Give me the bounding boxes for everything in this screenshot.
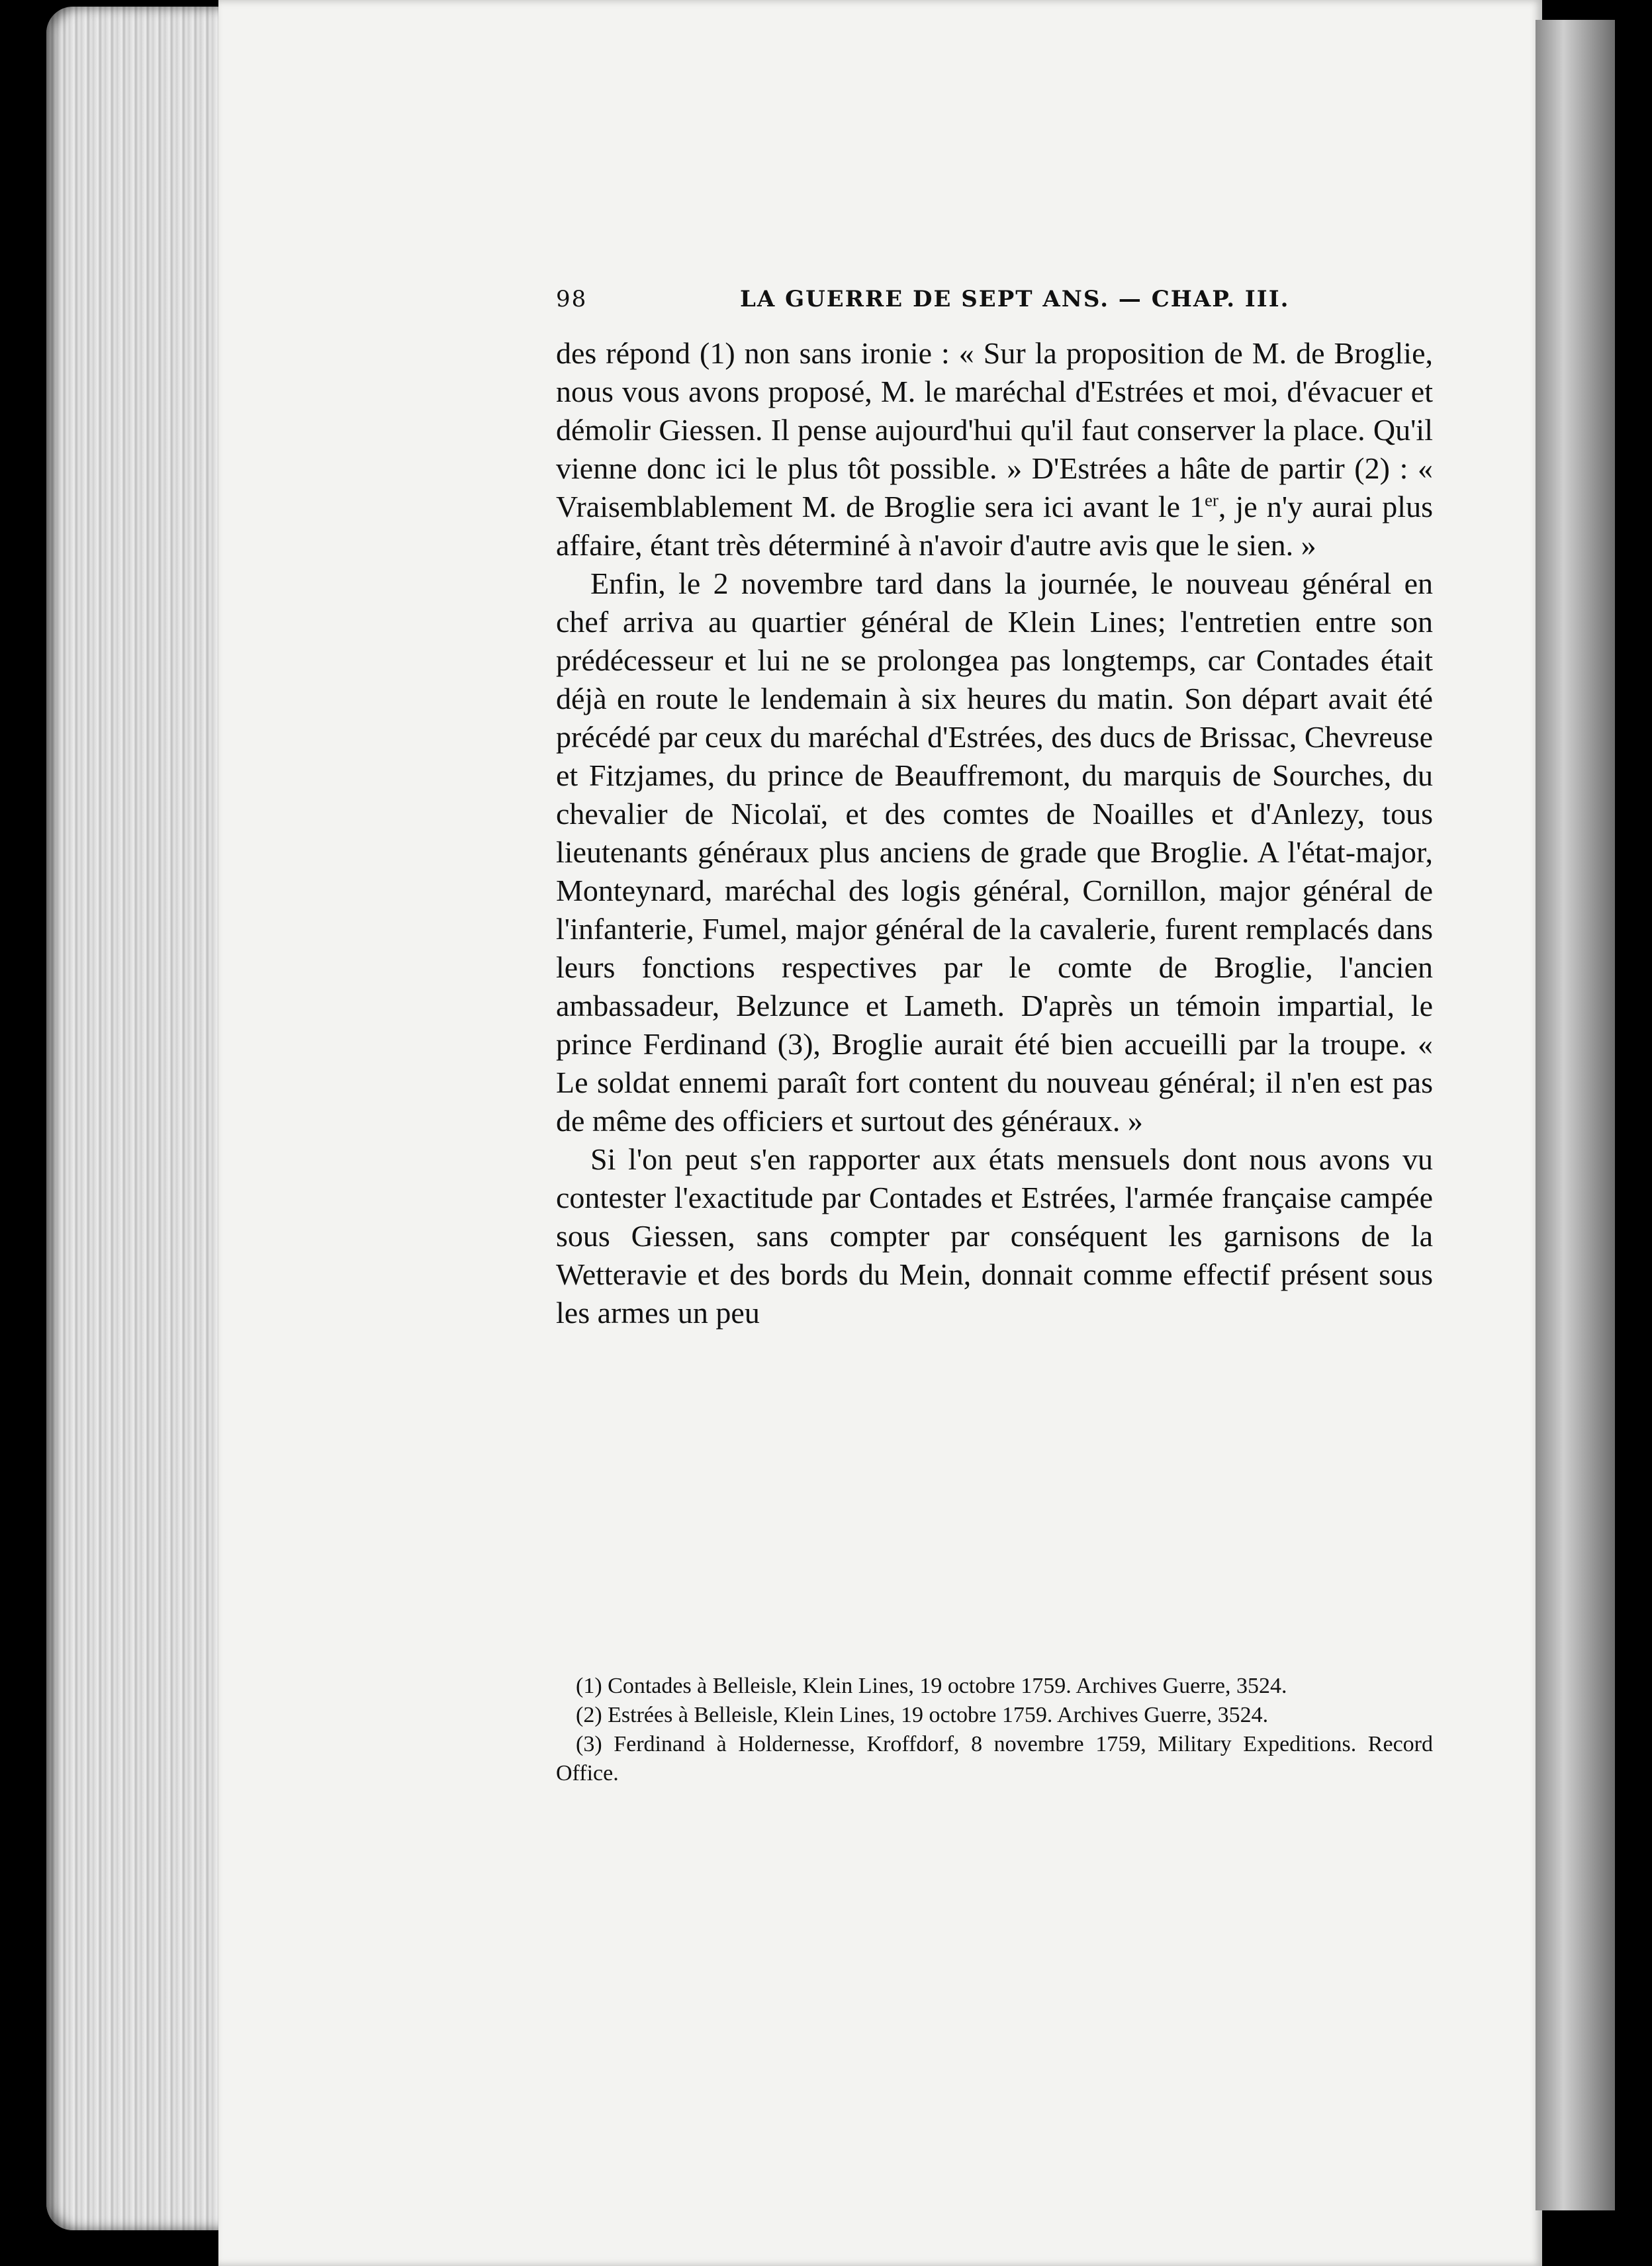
footnote-3: (3) Ferdinand à Holdernesse, Kroffdorf, 8 novembre 1759, Military Expeditions. Record Office.: [556, 1732, 1433, 1786]
paragraph-1-text-a: des répond (1) non sans ironie : « Sur la proposition de M. de Broglie, nous vous avons proposé, M. le maréchal d'Estrées et moi, d'évacuer et démolir Giessen. Il pense aujourd'hui qu'il faut conserver la place. Qu'il vienne donc ici le plus tôt possible. » D'Estrées a hâte de partir (2) : « Vraisemblablement M. de Broglie sera ici avant le 1: [556, 336, 1433, 523]
footnotes: [556, 1672, 1433, 1788]
paragraph-3: Si l'on peut s'en rapporter aux états mensuels dont nous avons vu contester l'exactitude par Contades et Estrées, l'armée française campée sous Giessen, sans compter par conséquent les garnisons de la Wetteravie et des bords du Mein, donnait comme effectif présent sous les armes un peu: [556, 1142, 1433, 1330]
paragraph-1-text-b: , je n'y aurai plus affaire, étant très déterminé à n'avoir d'autre avis que le sien. »: [556, 490, 1433, 562]
running-header: [556, 279, 1433, 319]
superscript-er: er: [1205, 490, 1218, 510]
book-gutter: [1536, 20, 1615, 2210]
footnote-2: (2) Estrées à Belleisle, Klein Lines, 19 octobre 1759. Archives Guerre, 3524.: [576, 1703, 1269, 1727]
paragraph-2: Enfin, le 2 novembre tard dans la journée, le nouveau général en chef arriva au quartier général de Klein Lines; l'entretien entre son prédécesseur et lui ne se prolongea pas longtemps, car Contades était déjà en route le lendemain à six heures du matin. Son départ avait été précédé par ceux du maréchal d'Estrées, des ducs de Brissac, Chevreuse et Fitzjames, du prince de Beauffremont, du marquis de Sourches, du chevalier de Nicolaï, et des comtes de Noailles et d'Anlezy, tous lieutenants généraux plus anciens de grade que Broglie. A l'état-major, Monteynard, maréchal des logis général, Cornillon, major général de l'infanterie, Fumel, major général de la cavalerie, furent remplacés dans leurs fonctions respectives par le comte de Broglie, l'ancien ambassadeur, Belzunce et Lameth. D'après un témoin impartial, le prince Ferdinand (3), Broglie aurait été bien accueilli par la troupe. « Le soldat ennemi paraît fort content du nouveau général; il n'en est pas de même des officiers et surtout des généraux. »: [556, 566, 1433, 1138]
footnote-1: (1) Contades à Belleisle, Klein Lines, 19 octobre 1759. Archives Guerre, 3524.: [576, 1674, 1287, 1698]
book-page-edges: [46, 7, 245, 2230]
page-number: 98: [556, 286, 588, 312]
body-text: [556, 334, 1433, 1332]
paragraph-1: [556, 334, 1433, 565]
running-title: LA GUERRE DE SEPT ANS. — CHAP. III.: [740, 286, 1290, 312]
